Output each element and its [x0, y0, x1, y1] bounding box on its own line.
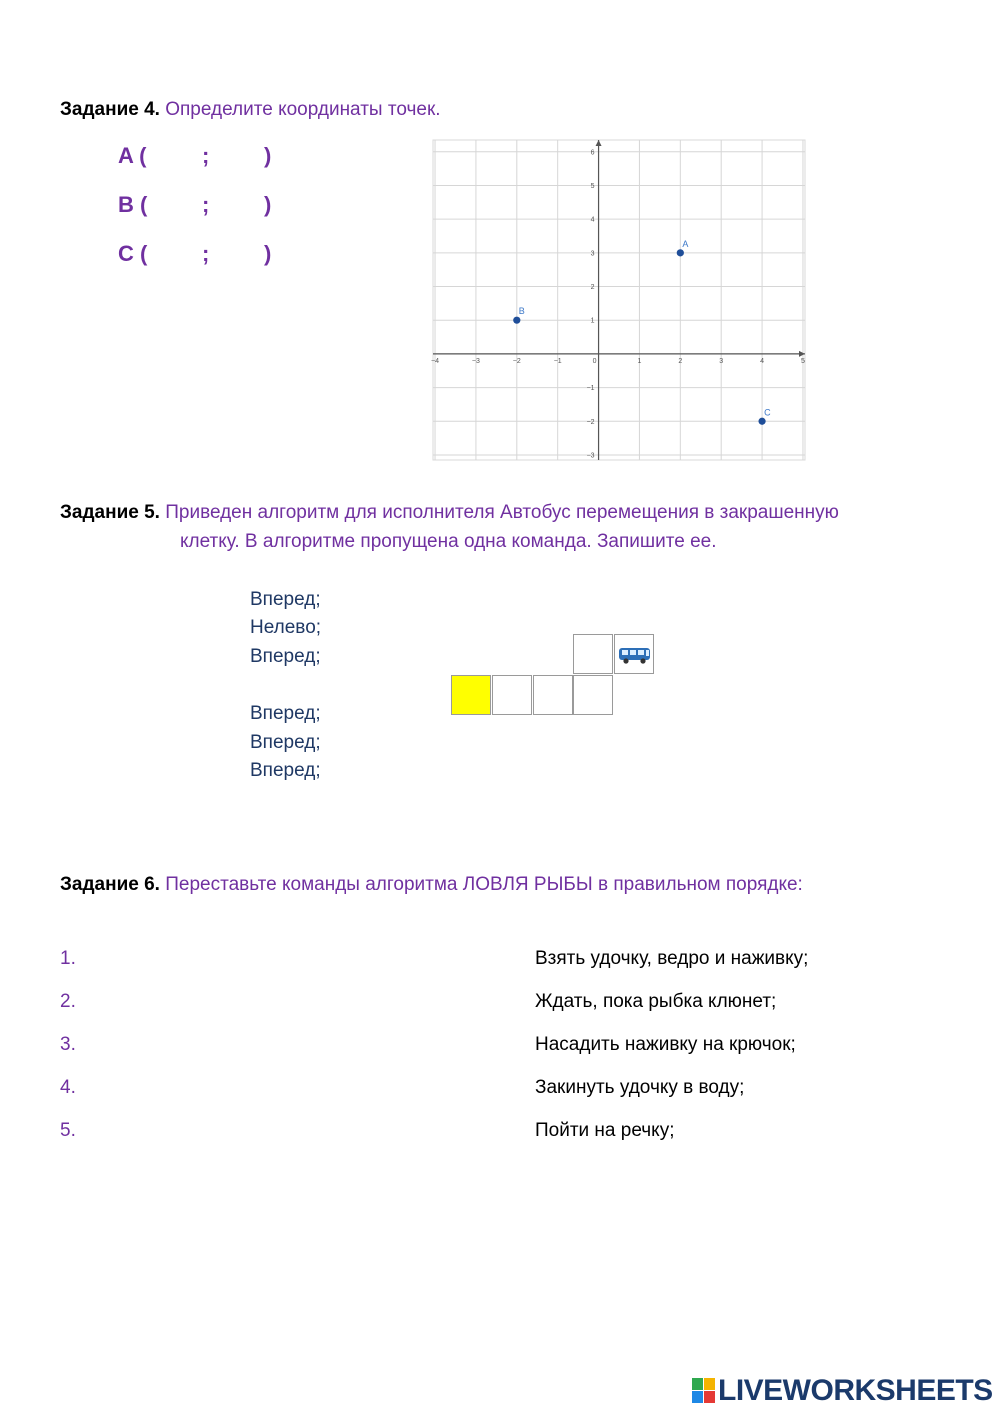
y-tick-label: 5 [590, 182, 595, 190]
chart-points [513, 239, 771, 425]
answer-number: 4. [60, 1077, 76, 1098]
task5-text-line2: клетку. В алгоритме пропущена одна команда. Запишите ее. [180, 531, 717, 552]
bus-icon [615, 635, 653, 673]
coord-row-a [118, 143, 318, 173]
task4-text: Определите координаты точек. [165, 99, 441, 120]
answer-number: 5. [60, 1120, 76, 1141]
coord-close: ) [264, 143, 272, 168]
point-c [758, 418, 765, 425]
coord-name: C ( [118, 241, 148, 266]
x-tick-label: 4 [760, 357, 765, 365]
command-line: Вперед; [250, 589, 321, 610]
y-tick-label: −2 [586, 418, 595, 426]
coord-name: A ( [118, 143, 147, 168]
point-b [513, 317, 520, 324]
command-line: Вперед; [250, 760, 321, 781]
x-axis-arrow-icon [799, 351, 805, 357]
coord-name: B ( [118, 192, 148, 217]
x-tick-label: −3 [471, 357, 480, 365]
answer-number: 1. [60, 948, 76, 969]
x-tick-label: 1 [637, 357, 642, 365]
point-label-b: B [518, 306, 525, 317]
chart-border [433, 140, 805, 460]
command-line: Вперед; [250, 703, 321, 724]
chart-axes [433, 140, 805, 460]
coord-separator: ; [202, 192, 210, 217]
logo-mark-icon [692, 1378, 716, 1404]
algorithm-step: Пойти на речку; [535, 1120, 675, 1141]
grid-cell [533, 675, 573, 715]
y-tick-label: 4 [590, 216, 595, 224]
task5-heading [60, 502, 839, 524]
task5-label: Задание 5. [60, 502, 160, 523]
algorithm-step: Закинуть удочку в воду; [535, 1077, 745, 1098]
point-label-c: C [764, 407, 771, 418]
liveworksheets-logo [692, 1374, 993, 1408]
x-tick-label: 5 [801, 357, 805, 365]
chart-grid [433, 140, 805, 460]
task6-label: Задание 6. [60, 874, 160, 895]
task6-heading [60, 874, 803, 896]
x-tick-label: 0 [592, 357, 597, 365]
point-label-a: A [682, 238, 689, 249]
task4-heading [60, 99, 441, 121]
x-tick-label: 3 [719, 357, 724, 365]
answer-number: 2. [60, 991, 76, 1012]
coord-close: ) [264, 241, 272, 266]
coordinate-plane [425, 133, 815, 463]
logo-text: LIVEWORKSHEETS [718, 1374, 993, 1407]
bus-cell [614, 634, 654, 674]
x-tick-label: −4 [431, 357, 440, 365]
algorithm-step: Насадить наживку на крючок; [535, 1034, 796, 1055]
y-tick-label: −1 [586, 385, 595, 393]
x-tick-label: −2 [512, 357, 521, 365]
algorithm-step: Взять удочку, ведро и наживку; [535, 948, 809, 969]
grid-cell [573, 675, 613, 715]
answer-number: 3. [60, 1034, 76, 1055]
task6-text: Переставьте команды алгоритма ЛОВЛЯ РЫБЫ в правильном порядке: [165, 874, 803, 895]
task5-text-line1: Приведен алгоритм для исполнителя Автобус перемещения в закрашенную [165, 502, 839, 523]
coord-row-b [118, 192, 318, 222]
y-tick-label: 1 [590, 317, 595, 325]
point-a [677, 249, 684, 256]
y-tick-label: 6 [590, 149, 595, 157]
coord-row-c [118, 241, 318, 271]
task4-label: Задание 4. [60, 99, 160, 120]
x-tick-label: −1 [553, 357, 562, 365]
x-tick-label: 2 [678, 357, 683, 365]
y-tick-label: 3 [590, 250, 595, 258]
coord-separator: ; [202, 241, 210, 266]
target-cell-yellow [451, 675, 491, 715]
chart-ticks [431, 149, 805, 459]
y-tick-label: 2 [590, 284, 595, 292]
command-line: Вперед; [250, 646, 321, 667]
y-axis-arrow-icon [596, 140, 602, 146]
grid-cell [492, 675, 532, 715]
coord-close: ) [264, 192, 272, 217]
command-line: Нелево; [250, 617, 322, 638]
grid-cell [573, 634, 613, 674]
y-tick-label: −3 [586, 452, 595, 460]
algorithm-step: Ждать, пока рыбка клюнет; [535, 991, 777, 1012]
command-line: Вперед; [250, 732, 321, 753]
coord-separator: ; [202, 143, 210, 168]
